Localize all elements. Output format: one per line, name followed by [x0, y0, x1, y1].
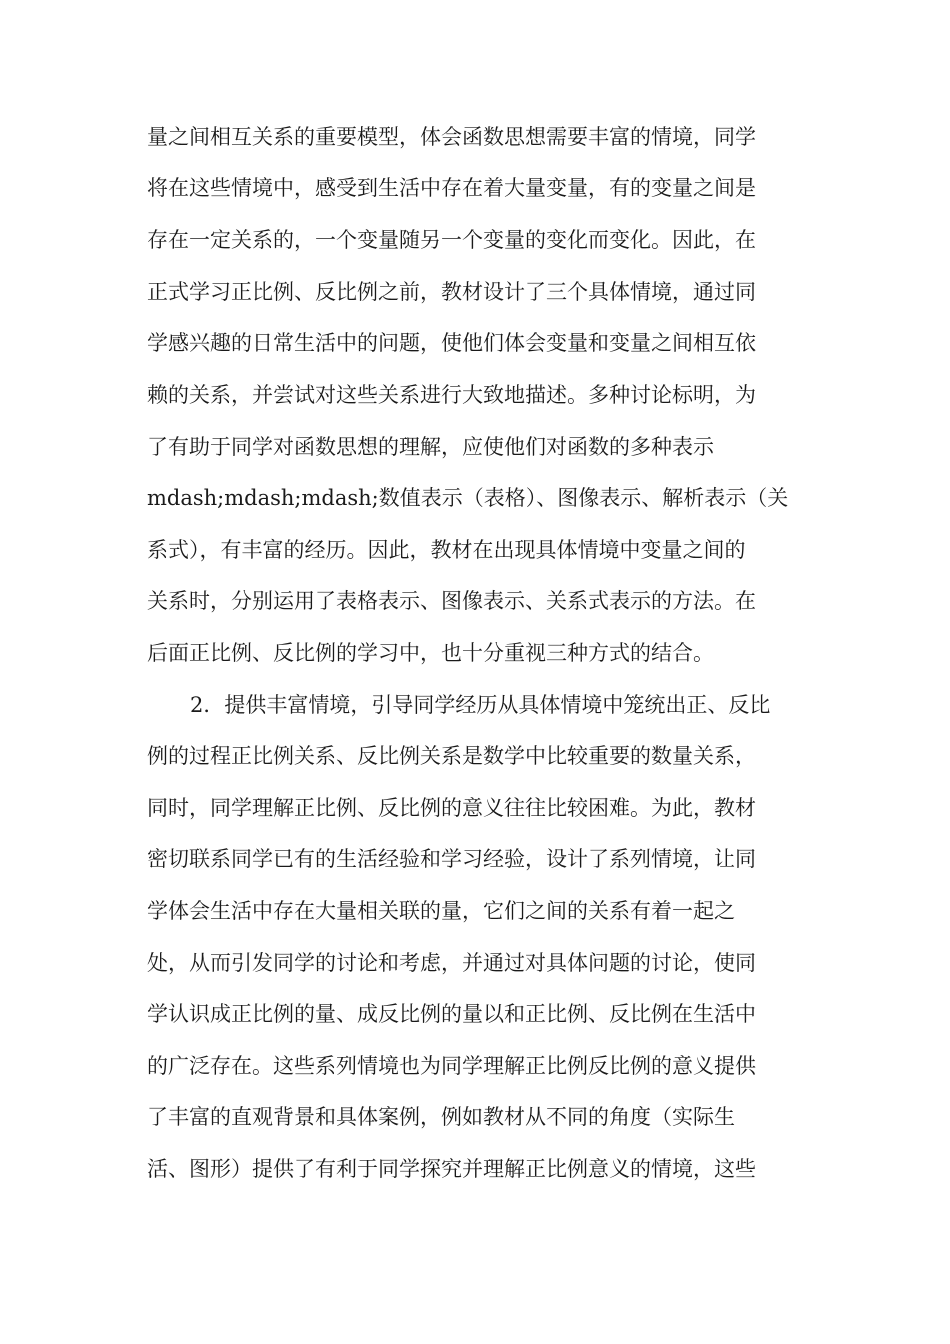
text-line: 例的过程正比例关系、反比例关系是数学中比较重要的数量关系，: [147, 744, 756, 768]
text-line: 了丰富的直观背景和具体案例，例如教材从不同的角度（实际生: [147, 1105, 735, 1129]
text-line: 同时，同学理解正比例、反比例的意义往往比较困难。为此，教材: [147, 796, 756, 820]
text-line: 系式），有丰富的经历。因此，教材在出现具体情境中变量之间的: [147, 538, 746, 562]
text-line: 量之间相互关系的重要模型，体会函数思想需要丰富的情境，同学: [147, 125, 756, 149]
text-line: 的广泛存在。这些系列情境也为同学理解正比例反比例的意义提供: [147, 1054, 756, 1078]
text-line: 学认识成正比例的量、成反比例的量以和正比例、反比例在生活中: [147, 1002, 756, 1026]
text-line: 了有助于同学对函数思想的理解，应使他们对函数的多种表示: [147, 435, 714, 459]
text-line: 密切联系同学已有的生活经验和学习经验，设计了系列情境，让同: [147, 847, 756, 871]
text-line: 赖的关系，并尝试对这些关系进行大致地描述。多种讨论标明，为: [147, 383, 756, 407]
text-line: 关系时，分别运用了表格表示、图像表示、关系式表示的方法。在: [147, 589, 756, 613]
text-line: mdash;mdash;mdash;数值表示（表格）、图像表示、解析表示（关: [147, 486, 789, 510]
text-line: 学体会生活中存在大量相关联的量，它们之间的关系有着一起之: [147, 899, 735, 923]
paragraph-start-line: 2．提供丰富情境，引导同学经历从具体情境中笼统出正、反比: [190, 693, 771, 717]
text-line: 存在一定关系的，一个变量随另一个变量的变化而变化。因此，在: [147, 228, 756, 252]
text-line: 后面正比例、反比例的学习中，也十分重视三种方式的结合。: [147, 641, 714, 665]
text-line: 活、图形）提供了有利于同学探究并理解正比例意义的情境，这些: [147, 1157, 756, 1181]
text-line: 将在这些情境中，感受到生活中存在着大量变量，有的变量之间是: [147, 176, 756, 200]
text-line: 处，从而引发同学的讨论和考虑，并通过对具体问题的讨论，使同: [147, 951, 756, 975]
text-line: 正式学习正比例、反比例之前，教材设计了三个具体情境，通过同: [147, 280, 756, 304]
text-line: 学感兴趣的日常生活中的问题，使他们体会变量和变量之间相互依: [147, 331, 756, 355]
